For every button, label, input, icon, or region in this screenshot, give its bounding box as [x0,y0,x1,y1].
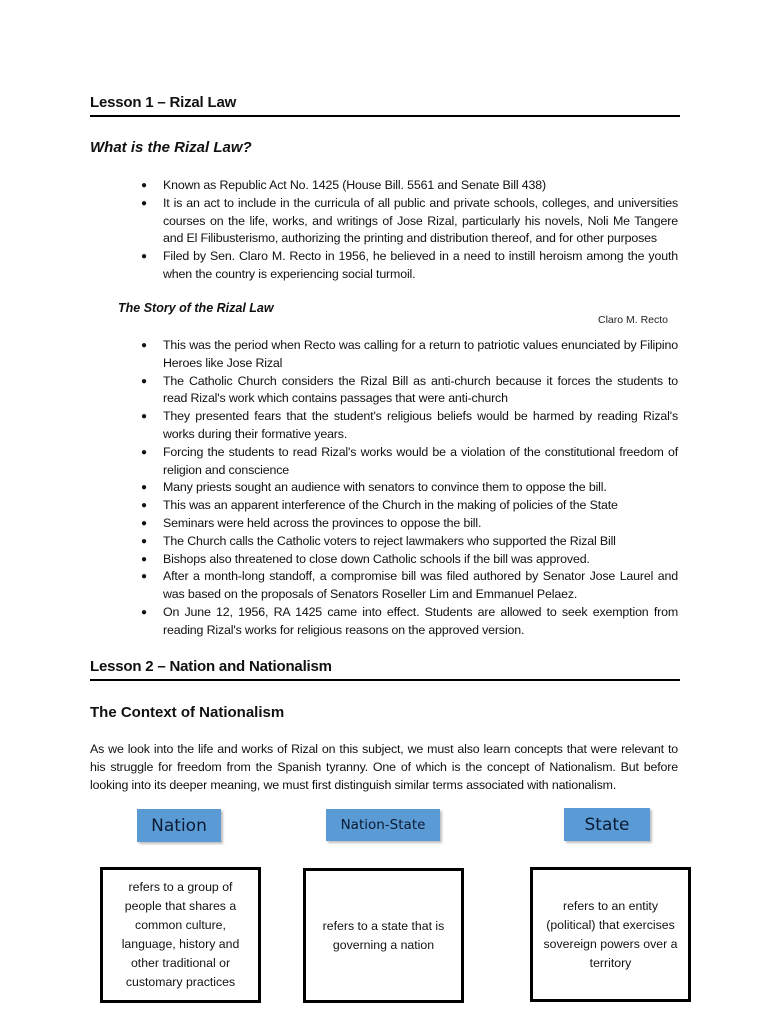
list-item: ● Many priests sought an audience with senators to convince them to oppose the bill. [141,479,678,497]
state-definition-box: refers to an entity (political) that exercises sovereign powers over a territory [530,867,691,1002]
intro-paragraph: As we look into the life and works of Rizal on this subject, we must also learn concepts that were relevant to his struggle for freedom from the Spanish tyranny. One of which is the concept of Nationalism. But before looking into its deeper meaning, we must first distinguish similar terms associated with nationalism. [90,742,678,793]
story-bullet-list [141,337,678,640]
context-of-nationalism-heading: The Context of Nationalism [90,704,285,721]
nation-definition-box: refers to a group of people that shares a common culture, language, history and other traditional or customary practices [100,867,261,1003]
list-item: ● After a month-long standoff, a compromise bill was filed authored by Senator Jose Laurel and was based on the proposals of Senators Roseller Lim and Emmanuel Pelaez. [141,568,678,604]
lesson-2-heading: Lesson 2 – Nation and Nationalism [90,658,680,681]
list-item: ● This was an apparent interference of the Church in the making of policies of the State [141,497,678,515]
list-item: ● They presented fears that the student's religious beliefs would be harmed by reading Rizal's works during their formative years. [141,408,678,444]
list-item: ● The Church calls the Catholic voters to reject lawmakers who supported the Rizal Bill [141,533,678,551]
story-of-rizal-law-heading: The Story of the Rizal Law [118,301,274,315]
nation-state-term-label: Nation-State [326,809,440,841]
list-item: ● The Catholic Church considers the Rizal Bill as anti-church because it forces the students to read Rizal's work which contains passages that were anti-church [141,373,678,409]
list-item: ● Forcing the students to read Rizal's works would be a violation of the constitutional freedom of religion and conscience [141,444,678,480]
nation-state-definition-box: refers to a state that is governing a nation [303,868,464,1003]
list-item: ● Seminars were held across the provinces to oppose the bill. [141,515,678,533]
rizal-law-question-heading: What is the Rizal Law? [90,139,252,156]
rizal-law-bullet-list [141,177,678,284]
state-term-label: State [564,808,650,841]
lesson-1-heading: Lesson 1 – Rizal Law [90,94,680,117]
photo-caption: Claro M. Recto [598,314,669,326]
list-item: ● Known as Republic Act No. 1425 (House Bill. 5561 and Senate Bill 438) [141,177,678,195]
list-item: ● It is an act to include in the curricula of all public and private schools, colleges, and universities courses on the life, works, and writings of Jose Rizal, particularly his novels, Noli Me Tangere and El Filibusterismo, authorizing the printing and distribution thereof, and for other purposes [141,195,678,248]
list-item: ● On June 12, 1956, RA 1425 came into effect. Students are allowed to seek exemption from reading Rizal's works for religious reasons on the approved version. [141,604,678,640]
list-item: ● This was the period when Recto was calling for a return to patriotic values enunciated by Filipino Heroes like Jose Rizal [141,337,678,373]
nation-term-label: Nation [137,809,221,842]
list-item: ● Filed by Sen. Claro M. Recto in 1956, he believed in a need to instill heroism among the youth when the country is experiencing social turmoil. [141,248,678,284]
list-item: ● Bishops also threatened to close down Catholic schools if the bill was approved. [141,551,678,569]
